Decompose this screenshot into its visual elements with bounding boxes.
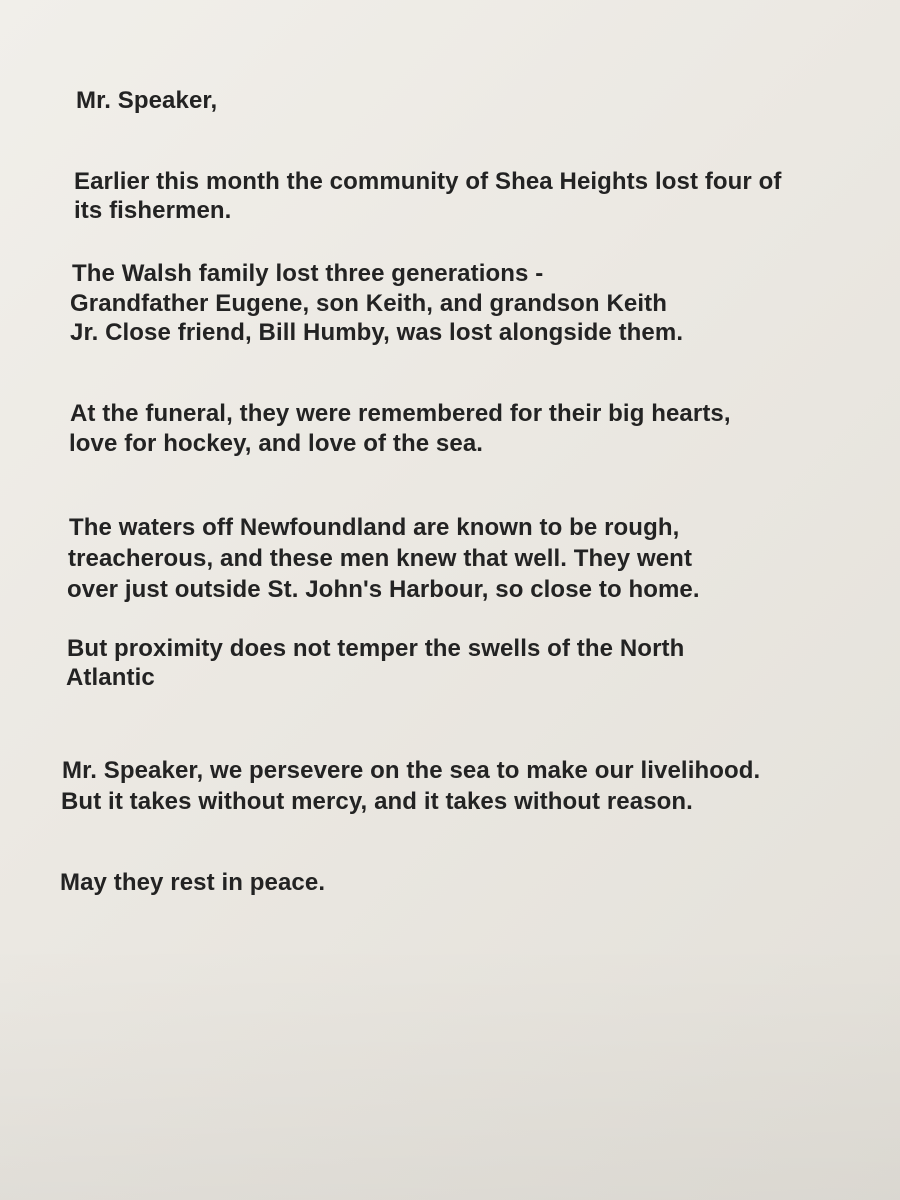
paragraph-4-line-3: over just outside St. John's Harbour, so close to home. <box>67 576 700 603</box>
paragraph-4-line-1: The waters off Newfoundland are known to be rough, <box>69 514 680 541</box>
closing-line: May they rest in peace. <box>60 869 326 896</box>
paragraph-6-line-2: But it takes without mercy, and it takes without reason. <box>61 788 693 815</box>
paragraph-1-line-1: Earlier this month the community of Shea Heights lost four of <box>74 168 782 195</box>
paper-shading <box>0 940 900 1200</box>
paragraph-4-line-2: treacherous, and these men knew that well. They went <box>68 545 693 572</box>
paragraph-3-line-1: At the funeral, they were remembered for their big hearts, <box>70 400 731 427</box>
salutation: Mr. Speaker, <box>76 87 218 114</box>
paragraph-3-line-2: love for hockey, and love of the sea. <box>69 430 484 457</box>
paragraph-5-line-2: Atlantic <box>66 664 155 691</box>
paragraph-5-line-1: But proximity does not temper the swells of the North <box>67 635 685 662</box>
paragraph-6-line-1: Mr. Speaker, we persevere on the sea to make our livelihood. <box>62 757 761 784</box>
paragraph-1-line-2: its fishermen. <box>74 197 232 224</box>
paragraph-2-line-1: The Walsh family lost three generations - <box>72 260 544 287</box>
paragraph-2-line-3: Jr. Close friend, Bill Humby, was lost alongside them. <box>70 319 684 346</box>
paragraph-2-line-2: Grandfather Eugene, son Keith, and grandson Keith <box>70 290 667 317</box>
